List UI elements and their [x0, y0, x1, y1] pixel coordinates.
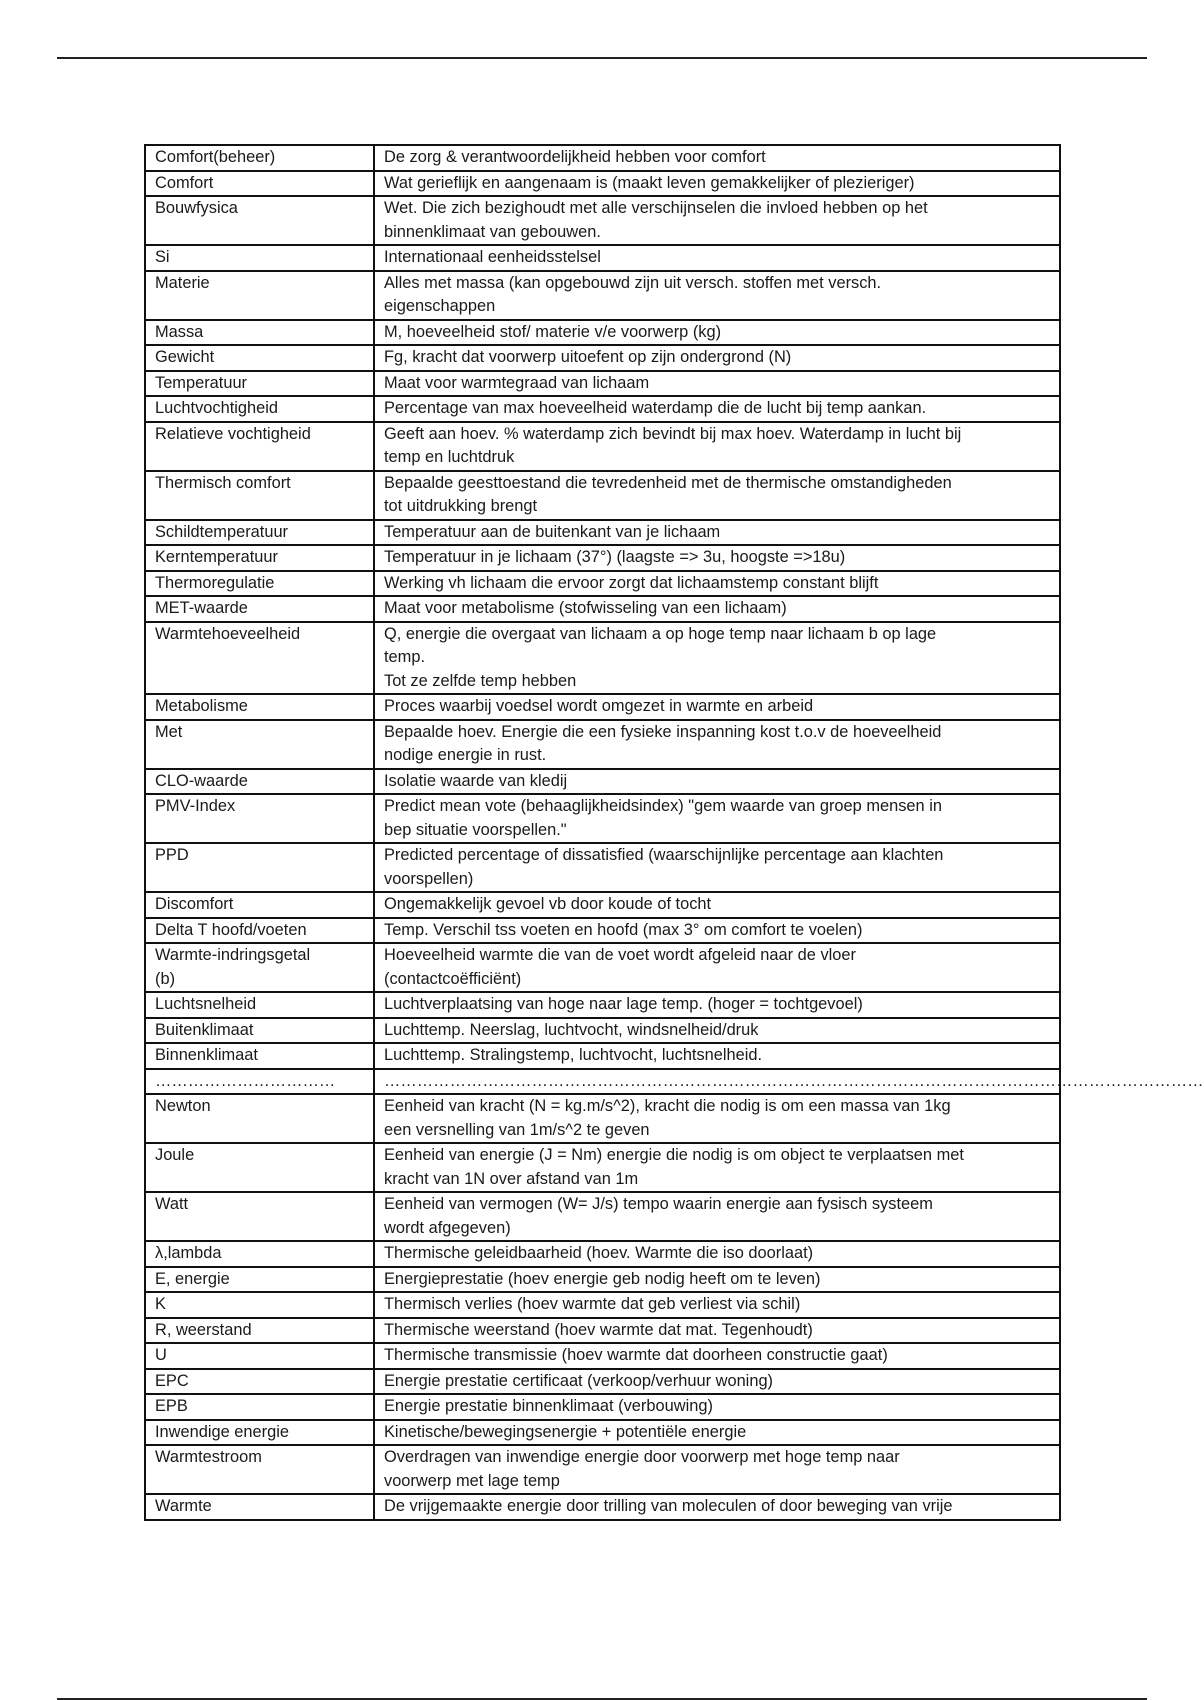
term-cell: EPB	[145, 1394, 374, 1420]
definition-cell: Eenheid van kracht (N = kg.m/s^2), kracht die nodig is om een massa van 1kg een versnelling van 1m/s^2 te geven	[374, 1094, 1060, 1143]
term-cell: MET-waarde	[145, 596, 374, 622]
definition-cell: Geeft aan hoev. % waterdamp zich bevindt bij max hoev. Waterdamp in lucht bij temp en luchtdruk	[374, 422, 1060, 471]
table-row	[145, 596, 1060, 622]
definition-cell: De vrijgemaakte energie door trilling van moleculen of door beweging van vrije	[374, 1494, 1060, 1520]
table-row	[145, 1143, 1060, 1192]
table-row	[145, 396, 1060, 422]
table-row	[145, 545, 1060, 571]
definition-cell: Wet. Die zich bezighoudt met alle verschijnselen die invloed hebben op het binnenklimaat van gebouwen.	[374, 196, 1060, 245]
definition-cell: Wat gerieflijk en aangenaam is (maakt leven gemakkelijker of plezieriger)	[374, 171, 1060, 197]
term-cell: Warmtehoeveelheid	[145, 622, 374, 695]
definition-cell: Fg, kracht dat voorwerp uitoefent op zijn ondergrond (N)	[374, 345, 1060, 371]
table-row	[145, 1292, 1060, 1318]
term-cell: Warmte-indringsgetal (b)	[145, 943, 374, 992]
definition-cell: Energie prestatie certificaat (verkoop/verhuur woning)	[374, 1369, 1060, 1395]
term-cell: EPC	[145, 1369, 374, 1395]
definition-cell: Predicted percentage of dissatisfied (waarschijnlijke percentage aan klachten voorspellen)	[374, 843, 1060, 892]
definition-cell: Proces waarbij voedsel wordt omgezet in warmte en arbeid	[374, 694, 1060, 720]
term-cell: Delta T hoofd/voeten	[145, 918, 374, 944]
definition-cell: Predict mean vote (behaaglijkheidsindex) "gem waarde van groep mensen in bep situatie voorspellen."	[374, 794, 1060, 843]
term-cell: Bouwfysica	[145, 196, 374, 245]
table-row	[145, 794, 1060, 843]
table-row	[145, 1192, 1060, 1241]
table-row	[145, 1318, 1060, 1344]
term-cell: K	[145, 1292, 374, 1318]
definition-cell: Luchtverplaatsing van hoge naar lage temp. (hoger = tochtgevoel)	[374, 992, 1060, 1018]
term-cell: λ,lambda	[145, 1241, 374, 1267]
definition-cell: Bepaalde geesttoestand die tevredenheid met de thermische omstandigheden tot uitdrukking brengt	[374, 471, 1060, 520]
table-row	[145, 520, 1060, 546]
term-cell: R, weerstand	[145, 1318, 374, 1344]
definition-cell: Luchttemp. Neerslag, luchtvocht, windsnelheid/druk	[374, 1018, 1060, 1044]
glossary-body	[145, 145, 1204, 1520]
term-cell: Watt	[145, 1192, 374, 1241]
definition-cell: Thermische transmissie (hoev warmte dat doorheen constructie gaat)	[374, 1343, 1060, 1369]
definition-cell: Werking vh lichaam die ervoor zorgt dat lichaamstemp constant blijft	[374, 571, 1060, 597]
header-rule	[57, 57, 1147, 59]
term-cell: Schildtemperatuur	[145, 520, 374, 546]
definition-cell: De zorg & verantwoordelijkheid hebben voor comfort	[374, 145, 1060, 171]
term-cell: Si	[145, 245, 374, 271]
definition-cell: Maat voor warmtegraad van lichaam	[374, 371, 1060, 397]
table-row	[145, 992, 1060, 1018]
term-cell: ……………………………	[145, 1069, 374, 1095]
table-row	[145, 694, 1060, 720]
term-cell: Comfort(beheer)	[145, 145, 374, 171]
definition-cell: Isolatie waarde van kledij	[374, 769, 1060, 795]
table-row	[145, 1369, 1060, 1395]
table-row	[145, 320, 1060, 346]
table-row	[145, 720, 1060, 769]
definition-cell: Thermische geleidbaarheid (hoev. Warmte die iso doorlaat)	[374, 1241, 1060, 1267]
definition-cell: Q, energie die overgaat van lichaam a op hoge temp naar lichaam b op lage temp. Tot ze zelfde temp hebben	[374, 622, 1060, 695]
term-cell: Gewicht	[145, 345, 374, 371]
table-row	[145, 1394, 1060, 1420]
table-row	[145, 918, 1060, 944]
table-row	[145, 171, 1060, 197]
term-cell: Relatieve vochtigheid	[145, 422, 374, 471]
definition-cell: Overdragen van inwendige energie door voorwerp met hoge temp naar voorwerp met lage temp	[374, 1445, 1060, 1494]
term-cell: Met	[145, 720, 374, 769]
table-row	[145, 1094, 1060, 1143]
table-row	[145, 196, 1060, 245]
table-row	[145, 1069, 1060, 1095]
table-row	[145, 422, 1060, 471]
term-cell: Luchtvochtigheid	[145, 396, 374, 422]
definition-cell: Thermische weerstand (hoev warmte dat mat. Tegenhoudt)	[374, 1318, 1060, 1344]
table-row	[145, 1018, 1060, 1044]
term-cell: Joule	[145, 1143, 374, 1192]
table-row	[145, 371, 1060, 397]
definition-cell: Energie prestatie binnenklimaat (verbouwing)	[374, 1394, 1060, 1420]
table-row	[145, 1241, 1060, 1267]
table-row	[145, 1420, 1060, 1446]
term-cell: Discomfort	[145, 892, 374, 918]
term-cell: PMV-Index	[145, 794, 374, 843]
term-cell: Materie	[145, 271, 374, 320]
table-row	[145, 471, 1060, 520]
definition-cell: Percentage van max hoeveelheid waterdamp die de lucht bij temp aankan.	[374, 396, 1060, 422]
table-row	[145, 145, 1060, 171]
table-row	[145, 843, 1060, 892]
term-cell: Binnenklimaat	[145, 1043, 374, 1069]
definition-cell: ……………………………………………………………………………………………………………………………………	[374, 1069, 1060, 1095]
definition-cell: Luchttemp. Stralingstemp, luchtvocht, luchtsnelheid.	[374, 1043, 1060, 1069]
table-row	[145, 245, 1060, 271]
definition-cell: Temp. Verschil tss voeten en hoofd (max 3° om comfort te voelen)	[374, 918, 1060, 944]
definition-cell: Temperatuur in je lichaam (37°) (laagste => 3u, hoogste =>18u)	[374, 545, 1060, 571]
table-row	[145, 1343, 1060, 1369]
term-cell: U	[145, 1343, 374, 1369]
definition-cell: Maat voor metabolisme (stofwisseling van een lichaam)	[374, 596, 1060, 622]
term-cell: Kerntemperatuur	[145, 545, 374, 571]
definition-cell: Bepaalde hoev. Energie die een fysieke inspanning kost t.o.v de hoeveelheid nodige energie in rust.	[374, 720, 1060, 769]
table-row	[145, 571, 1060, 597]
table-row	[145, 271, 1060, 320]
table-row	[145, 1494, 1060, 1520]
table-row	[145, 769, 1060, 795]
definition-cell: Temperatuur aan de buitenkant van je lichaam	[374, 520, 1060, 546]
glossary-table	[144, 144, 1204, 1521]
term-cell: E, energie	[145, 1267, 374, 1293]
term-cell: Massa	[145, 320, 374, 346]
term-cell: PPD	[145, 843, 374, 892]
table-row	[145, 345, 1060, 371]
term-cell: Inwendige energie	[145, 1420, 374, 1446]
table-row	[145, 892, 1060, 918]
definition-cell: Kinetische/bewegingsenergie + potentiële energie	[374, 1420, 1060, 1446]
definition-cell: Eenheid van vermogen (W= J/s) tempo waarin energie aan fysisch systeem wordt afgegeven)	[374, 1192, 1060, 1241]
definition-cell: Alles met massa (kan opgebouwd zijn uit versch. stoffen met versch. eigenschappen	[374, 271, 1060, 320]
term-cell: Warmtestroom	[145, 1445, 374, 1494]
term-cell: Temperatuur	[145, 371, 374, 397]
definition-cell: Internationaal eenheidsstelsel	[374, 245, 1060, 271]
term-cell: CLO-waarde	[145, 769, 374, 795]
table-row	[145, 943, 1060, 992]
definition-cell: Thermisch verlies (hoev warmte dat geb verliest via schil)	[374, 1292, 1060, 1318]
table-row	[145, 1043, 1060, 1069]
table-row	[145, 1267, 1060, 1293]
definition-cell: Ongemakkelijk gevoel vb door koude of tocht	[374, 892, 1060, 918]
table-row	[145, 622, 1060, 695]
term-cell: Metabolisme	[145, 694, 374, 720]
term-cell: Newton	[145, 1094, 374, 1143]
term-cell: Thermoregulatie	[145, 571, 374, 597]
table-row	[145, 1445, 1060, 1494]
term-cell: Thermisch comfort	[145, 471, 374, 520]
term-cell: Luchtsnelheid	[145, 992, 374, 1018]
definition-cell: Energieprestatie (hoev energie geb nodig heeft om te leven)	[374, 1267, 1060, 1293]
definition-cell: M, hoeveelheid stof/ materie v/e voorwerp (kg)	[374, 320, 1060, 346]
definition-cell: Hoeveelheid warmte die van de voet wordt afgeleid naar de vloer (contactcoëfficiënt)	[374, 943, 1060, 992]
term-cell: Comfort	[145, 171, 374, 197]
term-cell: Warmte	[145, 1494, 374, 1520]
definition-cell: Eenheid van energie (J = Nm) energie die nodig is om object te verplaatsen met kracht van 1N over afstand van 1m	[374, 1143, 1060, 1192]
term-cell: Buitenklimaat	[145, 1018, 374, 1044]
